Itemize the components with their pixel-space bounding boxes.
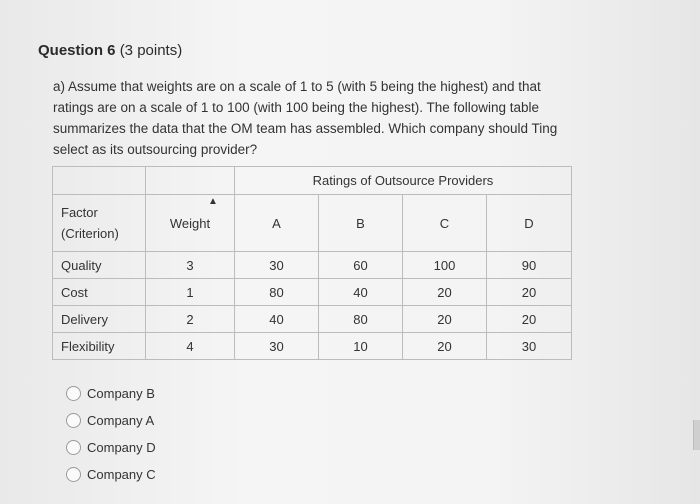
option-label: Company A (87, 413, 155, 428)
question-title (38, 42, 182, 59)
rating-cell: 10 (319, 333, 403, 360)
rating-cell: 30 (487, 333, 572, 360)
factor-header (53, 195, 146, 252)
rating-cell: 100 (403, 252, 487, 279)
option-label: Company B (87, 386, 155, 401)
answer-options (66, 380, 156, 488)
weight-cell: 2 (146, 306, 235, 333)
rating-cell: 40 (319, 279, 403, 306)
factor-cell: Delivery (53, 306, 146, 333)
rating-cell: 20 (403, 279, 487, 306)
table-cell-empty (146, 167, 235, 195)
factor-cell: Flexibility (53, 333, 146, 360)
rating-cell: 20 (403, 333, 487, 360)
weight-header: Weight (146, 195, 235, 252)
option-company-d[interactable] (66, 434, 156, 461)
option-company-a[interactable] (66, 407, 156, 434)
weight-cell: 3 (146, 252, 235, 279)
rating-cell: 30 (235, 333, 319, 360)
provider-header-b: B (319, 195, 403, 252)
rating-cell: 80 (235, 279, 319, 306)
factor-cell: Cost (53, 279, 146, 306)
ratings-table (52, 166, 572, 360)
ratings-group-header: Ratings of Outsource Providers (235, 167, 572, 195)
radio-button[interactable] (66, 386, 81, 401)
rating-cell: 20 (403, 306, 487, 333)
weight-cell: 1 (146, 279, 235, 306)
rating-cell: 40 (235, 306, 319, 333)
mouse-cursor-icon: ▲ (208, 196, 218, 207)
question-points: (3 points) (119, 42, 183, 59)
provider-header-d: D (487, 195, 572, 252)
table-row (53, 333, 572, 360)
rating-cell: 80 (319, 306, 403, 333)
radio-button[interactable] (66, 440, 81, 455)
provider-header-c: C (403, 195, 487, 252)
table-column-header-row (53, 195, 572, 252)
factor-header-line1: Factor (61, 205, 98, 220)
option-label: Company C (87, 467, 156, 482)
weight-cell: 4 (146, 333, 235, 360)
option-label: Company D (87, 440, 156, 455)
table-row (53, 306, 572, 333)
table-row (53, 252, 572, 279)
factor-header-line2: (Criterion) (61, 226, 119, 241)
radio-button[interactable] (66, 467, 81, 482)
rating-cell: 20 (487, 279, 572, 306)
option-company-c[interactable] (66, 461, 156, 488)
table-row (53, 279, 572, 306)
rating-cell: 20 (487, 306, 572, 333)
table-group-header-row (53, 167, 572, 195)
factor-cell: Quality (53, 252, 146, 279)
rating-cell: 30 (235, 252, 319, 279)
option-company-b[interactable] (66, 380, 156, 407)
rating-cell: 90 (487, 252, 572, 279)
radio-button[interactable] (66, 413, 81, 428)
table-cell-empty (53, 167, 146, 195)
question-number: Question 6 (38, 42, 116, 59)
scrollbar-edge[interactable] (693, 420, 700, 450)
provider-header-a: A (235, 195, 319, 252)
rating-cell: 60 (319, 252, 403, 279)
question-text: a) Assume that weights are on a scale of 1 to 5 (with 5 being the highest) and that ratings are on a scale of 1 to 100 (with 100 being the highest). The following table summarizes the data that the OM team has assembled. Which company should Ting select as its outsourcing provider? (53, 79, 558, 157)
